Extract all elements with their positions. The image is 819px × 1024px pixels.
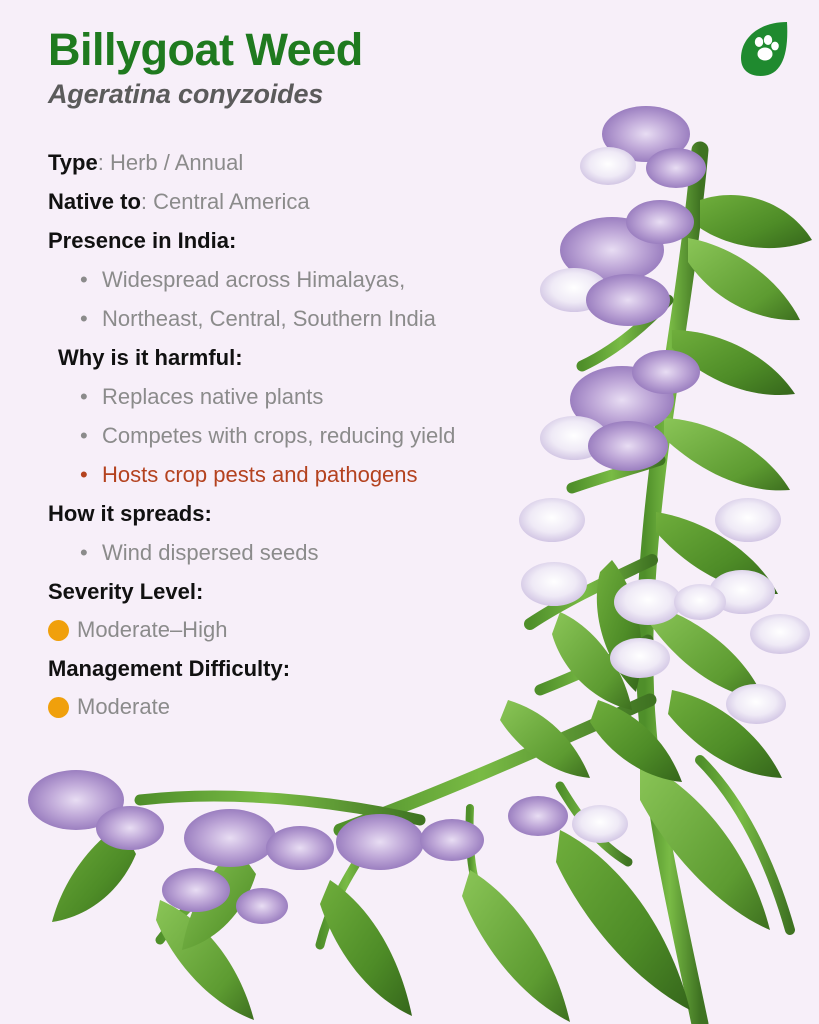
- list-item-label: Northeast, Central, Southern India: [102, 306, 436, 332]
- scientific-name: Ageratina conyzoides: [48, 78, 324, 109]
- fact-type-value: : Herb / Annual: [97, 150, 244, 176]
- list-item: • Widespread across Himalayas,: [48, 260, 548, 299]
- spreads-list: [48, 533, 560, 572]
- fact-type: [48, 143, 560, 182]
- list-item: • Replaces native plants: [48, 377, 548, 416]
- fact-native-value: : Central America: [140, 189, 310, 215]
- harmful-heading: Why is it harmful:: [58, 345, 243, 371]
- severity-rating: [48, 611, 560, 649]
- page-title: Billygoat Weed: [48, 24, 363, 75]
- fact-native-label: Native to: [48, 189, 141, 215]
- severity-heading: Severity Level:: [48, 579, 204, 605]
- fact-list: [48, 143, 560, 726]
- list-item: • Competes with crops, reducing yield: [48, 416, 548, 455]
- management-value: Moderate: [77, 694, 170, 720]
- management-rating: [48, 688, 560, 726]
- severity-value: Moderate–High: [77, 617, 228, 643]
- leaf-paw-logo: [737, 20, 791, 78]
- severity-dot-icon: [48, 620, 69, 641]
- fact-type-label: Type: [48, 150, 98, 176]
- management-dot-icon: [48, 697, 69, 718]
- presence-heading: Presence in India:: [48, 228, 237, 254]
- list-item: • Wind dispersed seeds: [48, 533, 548, 572]
- presence-list: [48, 260, 560, 338]
- harmful-list: [48, 377, 560, 494]
- management-heading: Management Difficulty:: [48, 656, 291, 682]
- list-item-continuation: [48, 299, 548, 338]
- card-content: [0, 0, 560, 726]
- list-item-highlighted: • Hosts crop pests and pathogens: [48, 455, 548, 494]
- spreads-heading: How it spreads:: [48, 501, 212, 527]
- fact-native-to: [48, 182, 560, 221]
